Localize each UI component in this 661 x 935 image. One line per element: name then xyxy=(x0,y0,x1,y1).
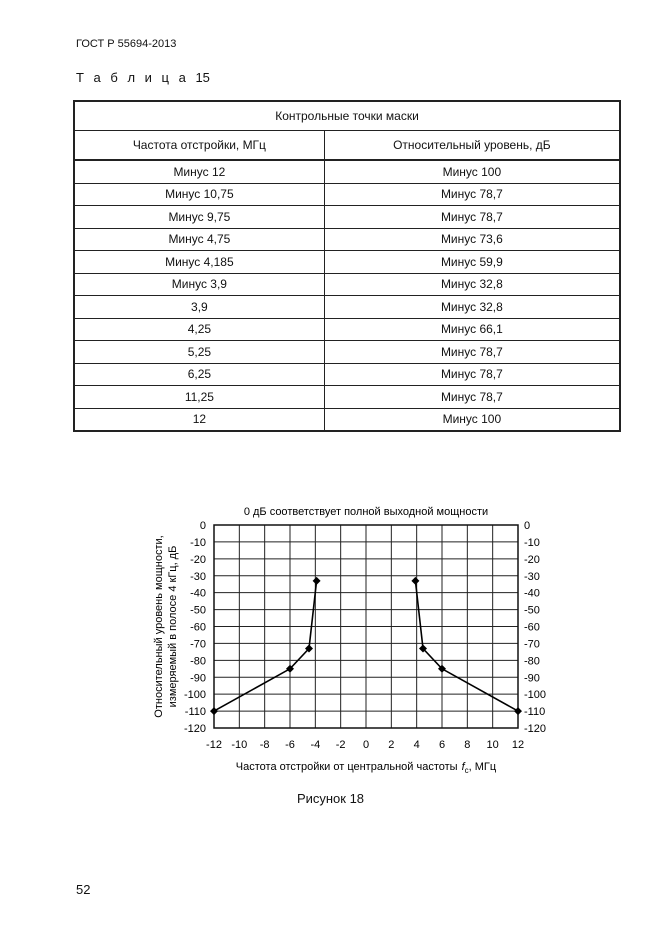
y-tick-label-left: -30 xyxy=(190,570,206,583)
cell-level: Минус 78,7 xyxy=(324,341,620,364)
x-axis-label-unit: , МГц xyxy=(468,761,497,773)
table-row xyxy=(74,296,620,319)
table-row xyxy=(74,408,620,431)
x-tick-label: 6 xyxy=(438,739,446,751)
table-row xyxy=(74,228,620,251)
table-row xyxy=(74,251,620,274)
y-tick-label-left: -100 xyxy=(183,689,206,702)
x-tick-label: -6 xyxy=(285,739,295,751)
x-tick-label: 4 xyxy=(413,739,420,751)
x-tick-label: -10 xyxy=(231,739,248,751)
cell-level: Минус 78,7 xyxy=(324,363,620,386)
x-tick-label: 0 xyxy=(362,739,370,751)
chart-labels xyxy=(153,506,546,775)
cell-level: Минус 78,7 xyxy=(324,183,620,206)
y-tick-label-left: -80 xyxy=(190,655,206,668)
cell-level: Минус 32,8 xyxy=(324,296,620,319)
table-caption xyxy=(76,70,210,85)
chart-grid xyxy=(214,525,518,728)
y-tick-label-left: -120 xyxy=(183,723,206,735)
cell-frequency: Минус 4,75 xyxy=(74,228,324,251)
cell-level: Минус 78,7 xyxy=(324,386,620,409)
table-row xyxy=(74,318,620,341)
y-tick-label-left: -110 xyxy=(184,706,206,719)
y-tick-label-right: -50 xyxy=(524,604,540,617)
cell-level: Минус 59,9 xyxy=(324,251,620,274)
standard-code: ГОСТ Р 55694-2013 xyxy=(76,38,177,50)
cell-frequency: Минус 10,75 xyxy=(74,183,324,206)
x-tick-label: 10 xyxy=(486,739,499,751)
y-tick-label-right: -100 xyxy=(524,689,547,702)
x-tick-label: 12 xyxy=(511,739,525,751)
y-tick-label-left: -10 xyxy=(190,536,206,549)
cell-frequency: 3,9 xyxy=(74,296,324,319)
x-tick-label: 2 xyxy=(388,739,395,751)
table-title: Контрольные точки маски xyxy=(74,101,620,131)
x-tick-label: -12 xyxy=(206,739,222,751)
y-tick-label-left: 0 xyxy=(199,520,206,532)
cell-level: Минус 66,1 xyxy=(324,318,620,341)
cell-frequency: Минус 9,75 xyxy=(74,206,324,229)
cell-level: Минус 100 xyxy=(324,408,620,431)
table-row xyxy=(74,363,620,386)
cell-level: Минус 32,8 xyxy=(324,273,620,296)
y-tick-label-right: -10 xyxy=(524,536,540,549)
mask-points-table xyxy=(73,100,621,432)
x-axis-label-subscript: c xyxy=(464,766,469,775)
y-tick-label-left: -20 xyxy=(190,553,206,566)
x-axis-label-text: Частота отстройки от центральной частоты xyxy=(235,761,458,773)
y-tick-label-left: -90 xyxy=(190,672,206,685)
y-axis-label-line2: измеряемый в полосе 4 кГц, дБ xyxy=(167,545,179,708)
cell-frequency: 5,25 xyxy=(74,341,324,364)
y-axis-label-line1: Относительный уровень мощности, xyxy=(153,535,165,718)
table-row xyxy=(74,160,620,183)
y-tick-label-left: -40 xyxy=(190,587,206,600)
chart xyxy=(0,500,661,780)
table-body xyxy=(74,160,620,431)
table-row xyxy=(74,386,620,409)
chart-svg xyxy=(0,500,661,780)
y-tick-label-right: -40 xyxy=(524,587,540,600)
cell-frequency: 6,25 xyxy=(74,363,324,386)
data-point xyxy=(313,577,321,585)
cell-level: Минус 100 xyxy=(324,160,620,183)
x-axis-label-symbol: f xyxy=(461,761,465,773)
table-row xyxy=(74,341,620,364)
y-tick-label-left: -60 xyxy=(190,621,206,634)
x-axis-label xyxy=(236,761,497,775)
x-tick-label: 8 xyxy=(464,739,471,751)
cell-frequency: 12 xyxy=(74,408,324,431)
y-tick-label-right: -80 xyxy=(524,655,540,668)
y-tick-label-right: 0 xyxy=(524,520,531,532)
table-row xyxy=(74,183,620,206)
y-tick-label-right: -120 xyxy=(524,723,547,735)
data-point xyxy=(514,707,522,715)
y-tick-label-left: -50 xyxy=(190,604,206,617)
mask-line xyxy=(214,581,317,711)
y-tick-label-right: -60 xyxy=(524,621,540,634)
table-row xyxy=(74,273,620,296)
table-caption-word: Т а б л и ц а xyxy=(76,70,189,85)
table-caption-number: 15 xyxy=(195,70,210,85)
table-row xyxy=(74,206,620,229)
chart-title: 0 дБ соответствует полной выходной мощности xyxy=(243,506,489,518)
cell-frequency: Минус 12 xyxy=(74,160,324,183)
mask-line xyxy=(415,581,518,711)
y-tick-label-right: -90 xyxy=(524,672,540,685)
y-tick-label-right: -30 xyxy=(524,570,540,583)
figure-caption: Рисунок 18 xyxy=(296,791,365,806)
x-tick-label: -2 xyxy=(335,739,346,751)
y-tick-label-left: -70 xyxy=(190,638,206,651)
x-tick-label: -8 xyxy=(259,739,270,751)
y-tick-label-right: -70 xyxy=(524,638,540,651)
y-tick-label-right: -110 xyxy=(524,706,546,719)
page-number: 52 xyxy=(76,882,91,897)
cell-frequency: Минус 4,185 xyxy=(74,251,324,274)
cell-frequency: Минус 3,9 xyxy=(74,273,324,296)
y-tick-label-right: -20 xyxy=(524,553,540,566)
column-header-level: Относительный уровень, дБ xyxy=(324,131,620,161)
column-header-frequency: Частота отстройки, МГц xyxy=(74,131,324,161)
cell-frequency: 11,25 xyxy=(74,386,324,409)
data-point xyxy=(210,707,218,715)
data-point xyxy=(411,577,419,585)
cell-frequency: 4,25 xyxy=(74,318,324,341)
cell-level: Минус 73,6 xyxy=(324,228,620,251)
x-tick-label: -4 xyxy=(310,739,321,751)
cell-level: Минус 78,7 xyxy=(324,206,620,229)
